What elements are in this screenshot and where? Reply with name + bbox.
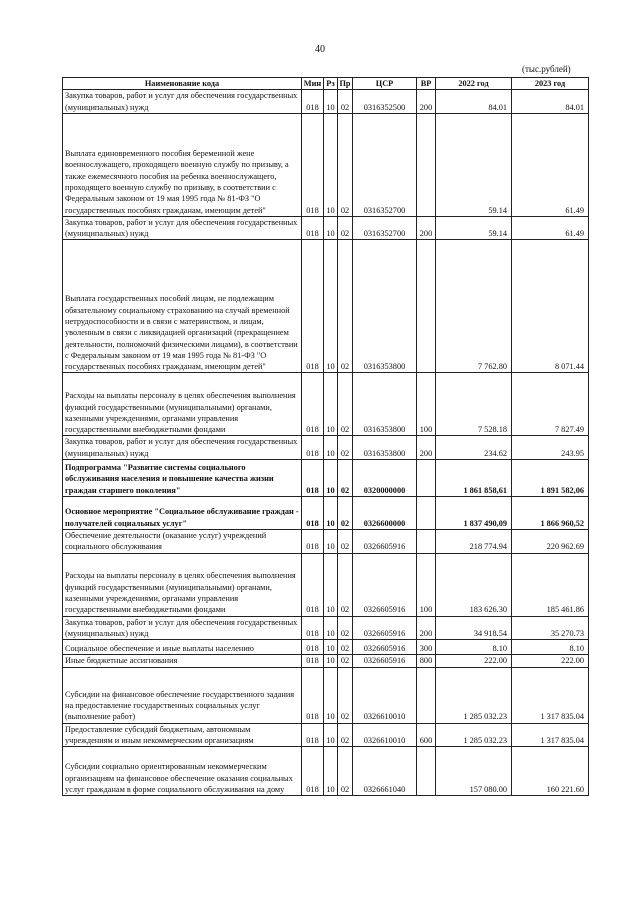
- row-2022: 34 918.54: [436, 616, 512, 640]
- row-pr: 02: [338, 240, 353, 373]
- table-row: [63, 655, 589, 667]
- row-vr: 200: [417, 616, 436, 640]
- row-min: 018: [302, 616, 324, 640]
- table-row: [63, 90, 589, 114]
- row-name: Субсидии социально ориентированным некоммерческим организациям на финансовое обеспечение оказания социальных услуг гражданам в форме социального обслуживания на дому: [63, 747, 302, 796]
- row-csr: 0316352700: [353, 216, 417, 240]
- header-vr: ВР: [417, 78, 436, 90]
- row-2022: 157 080.00: [436, 747, 512, 796]
- row-csr: 0316353800: [353, 373, 417, 436]
- row-2023: 61.49: [512, 216, 589, 240]
- row-name: Выплата государственных пособий лицам, не подлежащим обязательному социальному страхованию на случай временной нетрудоспособности и в связи с материнством, и лицам, уволенным в связи с ликвидацией организаций (прекращением деятельности, полномочий физическими лицами), в соответствии с Федеральным законом от 19 мая 1995 года № 81-ФЗ "О государственных пособиях гражданам, имеющим детей": [63, 240, 302, 373]
- row-rz: 10: [324, 640, 338, 655]
- row-rz: 10: [324, 373, 338, 436]
- row-min: 018: [302, 216, 324, 240]
- row-rz: 10: [324, 240, 338, 373]
- row-vr: [417, 667, 436, 723]
- row-name: Закупка товаров, работ и услуг для обеспечения государственных (муниципальных) нужд: [63, 616, 302, 640]
- row-min: 018: [302, 640, 324, 655]
- row-min: 018: [302, 747, 324, 796]
- row-2023: 8 071.44: [512, 240, 589, 373]
- row-2022: 218 774.94: [436, 530, 512, 554]
- row-min: 018: [302, 553, 324, 616]
- row-2022: 183 626.30: [436, 553, 512, 616]
- row-vr: 800: [417, 655, 436, 667]
- row-min: 018: [302, 240, 324, 373]
- row-name: Обеспечение деятельности (оказание услуг) учреждений социального обслуживания: [63, 530, 302, 554]
- row-rz: 10: [324, 497, 338, 530]
- table-row: [63, 460, 589, 497]
- row-2023: 1 317 835.04: [512, 667, 589, 723]
- row-vr: [417, 460, 436, 497]
- row-min: 018: [302, 460, 324, 497]
- row-csr: 0316353800: [353, 240, 417, 373]
- row-2022: 1 861 858,61: [436, 460, 512, 497]
- row-rz: 10: [324, 553, 338, 616]
- table-row: [63, 436, 589, 460]
- row-2023: 243.95: [512, 436, 589, 460]
- row-csr: 0326605916: [353, 530, 417, 554]
- row-2022: 222.00: [436, 655, 512, 667]
- row-name: Основное мероприятие "Социальное обслуживание граждан - получателей социальных услуг": [63, 497, 302, 530]
- row-rz: 10: [324, 113, 338, 216]
- row-csr: 0326605916: [353, 655, 417, 667]
- row-csr: 0326610010: [353, 667, 417, 723]
- row-2022: 8.10: [436, 640, 512, 655]
- row-2022: 1 285 032.23: [436, 723, 512, 747]
- row-csr: 0326605916: [353, 640, 417, 655]
- row-min: 018: [302, 530, 324, 554]
- row-pr: 02: [338, 460, 353, 497]
- row-rz: 10: [324, 747, 338, 796]
- row-vr: [417, 240, 436, 373]
- row-csr: 0326605916: [353, 616, 417, 640]
- row-rz: 10: [324, 655, 338, 667]
- table-row: [63, 216, 589, 240]
- row-rz: 10: [324, 530, 338, 554]
- row-2023: 185 461.86: [512, 553, 589, 616]
- row-pr: 02: [338, 497, 353, 530]
- row-2023: 222.00: [512, 655, 589, 667]
- table-header-row: [63, 78, 589, 90]
- row-pr: 02: [338, 373, 353, 436]
- page-number: 40: [315, 44, 325, 55]
- row-2023: 35 270.73: [512, 616, 589, 640]
- row-pr: 02: [338, 667, 353, 723]
- table-row: [63, 667, 589, 723]
- row-2022: 59.14: [436, 216, 512, 240]
- table-row: [63, 616, 589, 640]
- row-rz: 10: [324, 216, 338, 240]
- table-row: [63, 640, 589, 655]
- row-rz: 10: [324, 90, 338, 114]
- row-vr: [417, 113, 436, 216]
- row-pr: 02: [338, 747, 353, 796]
- row-vr: [417, 530, 436, 554]
- table-row: [63, 723, 589, 747]
- header-2023: 2023 год: [512, 78, 589, 90]
- row-pr: 02: [338, 530, 353, 554]
- row-name: Выплата единовременного пособия беременной жене военнослужащего, проходящего военную службу по призыву, а также ежемесячного пособия на ребенка военнослужащего, проходящего военную службу по призыву, в соответствии с Федеральным законом от 19 мая 1995 года № 81-ФЗ "О государственных пособиях гражданам, имеющим детей": [63, 113, 302, 216]
- header-rz: Рз: [324, 78, 338, 90]
- row-name: Предоставление субсидий бюджетным, автономным учреждениям и иным некоммерческим организациям: [63, 723, 302, 747]
- row-csr: 0326661040: [353, 747, 417, 796]
- row-pr: 02: [338, 553, 353, 616]
- row-csr: 0326605916: [353, 553, 417, 616]
- row-vr: 100: [417, 553, 436, 616]
- row-2023: 1 891 582,06: [512, 460, 589, 497]
- row-pr: 02: [338, 640, 353, 655]
- row-name: Расходы на выплаты персоналу в целях обеспечения выполнения функций государственными (муниципальными) органами, казенными учреждениями, органами управления государственными внебюджетными фондами: [63, 553, 302, 616]
- row-2023: 1 866 960,52: [512, 497, 589, 530]
- row-vr: 300: [417, 640, 436, 655]
- header-pr: Пр: [339, 79, 351, 88]
- row-vr: [417, 497, 436, 530]
- table-row: [63, 553, 589, 616]
- table-row: [63, 113, 589, 216]
- row-2022: 59.14: [436, 113, 512, 216]
- header-csr: ЦСР: [353, 78, 417, 90]
- row-2023: 7 827.49: [512, 373, 589, 436]
- row-rz: 10: [324, 723, 338, 747]
- row-name: Социальное обеспечение и иные выплаты населению: [63, 640, 302, 655]
- row-min: 018: [302, 113, 324, 216]
- budget-table: [62, 77, 589, 796]
- row-csr: 0316353800: [353, 436, 417, 460]
- table-row: [63, 747, 589, 796]
- row-2023: 160 221.60: [512, 747, 589, 796]
- row-min: 018: [302, 497, 324, 530]
- row-2022: 84.01: [436, 90, 512, 114]
- row-2022: 7 528.18: [436, 373, 512, 436]
- row-name: Иные бюджетные ассигнования: [63, 655, 302, 667]
- row-pr: 02: [338, 723, 353, 747]
- row-2023: 61.49: [512, 113, 589, 216]
- row-2022: 7 762.80: [436, 240, 512, 373]
- row-min: 018: [302, 723, 324, 747]
- row-rz: 10: [324, 460, 338, 497]
- row-name: Закупка товаров, работ и услуг для обеспечения государственных (муниципальных) нужд: [63, 436, 302, 460]
- row-vr: 200: [417, 90, 436, 114]
- row-2023: 84.01: [512, 90, 589, 114]
- row-name: Подпрограмма "Развитие системы социального обслуживания населения и повышение качества жизни граждан старшего поколения": [63, 460, 302, 497]
- header-name: Наименование кода: [63, 78, 302, 90]
- row-2023: 8.10: [512, 640, 589, 655]
- row-pr: 02: [338, 216, 353, 240]
- row-csr: 0326600000: [353, 497, 417, 530]
- row-vr: [417, 747, 436, 796]
- row-min: 018: [302, 667, 324, 723]
- row-pr: 02: [338, 90, 353, 114]
- row-pr: 02: [338, 616, 353, 640]
- row-csr: 0316352700: [353, 113, 417, 216]
- row-vr: 600: [417, 723, 436, 747]
- table-row: [63, 530, 589, 554]
- table-row: [63, 373, 589, 436]
- row-2022: 1 285 032.23: [436, 667, 512, 723]
- table-row: [63, 497, 589, 530]
- row-pr: 02: [338, 655, 353, 667]
- row-name: Расходы на выплаты персоналу в целях обеспечения выполнения функций государственными (муниципальными) органами, казенными учреждениями, органами управления государственными внебюджетными фондами: [63, 373, 302, 436]
- row-csr: 0326610010: [353, 723, 417, 747]
- table-row: [63, 240, 589, 373]
- row-min: 018: [302, 436, 324, 460]
- row-vr: 100: [417, 373, 436, 436]
- row-vr: 200: [417, 436, 436, 460]
- row-2023: 220 962.69: [512, 530, 589, 554]
- row-rz: 10: [324, 667, 338, 723]
- header-min: Мин: [302, 78, 324, 90]
- row-name: Субсидии на финансовое обеспечение государственного задания на предоставление государственных социальных услуг (выполнение работ): [63, 667, 302, 723]
- row-vr: 200: [417, 216, 436, 240]
- row-csr: 0320000000: [353, 460, 417, 497]
- row-2022: 1 837 490,09: [436, 497, 512, 530]
- row-min: 018: [302, 90, 324, 114]
- row-pr: 02: [338, 436, 353, 460]
- header-2022: 2022 год: [436, 78, 512, 90]
- row-csr: 0316352500: [353, 90, 417, 114]
- row-min: 018: [302, 373, 324, 436]
- unit-label: (тыс.рублей): [522, 64, 571, 74]
- row-2022: 234.62: [436, 436, 512, 460]
- row-name: Закупка товаров, работ и услуг для обеспечения государственных (муниципальных) нужд: [63, 216, 302, 240]
- row-rz: 10: [324, 436, 338, 460]
- row-name: Закупка товаров, работ и услуг для обеспечения государственных (муниципальных) нужд: [63, 90, 302, 114]
- row-min: 018: [302, 655, 324, 667]
- row-2023: 1 317 835.04: [512, 723, 589, 747]
- row-rz: 10: [324, 616, 338, 640]
- row-pr: 02: [338, 113, 353, 216]
